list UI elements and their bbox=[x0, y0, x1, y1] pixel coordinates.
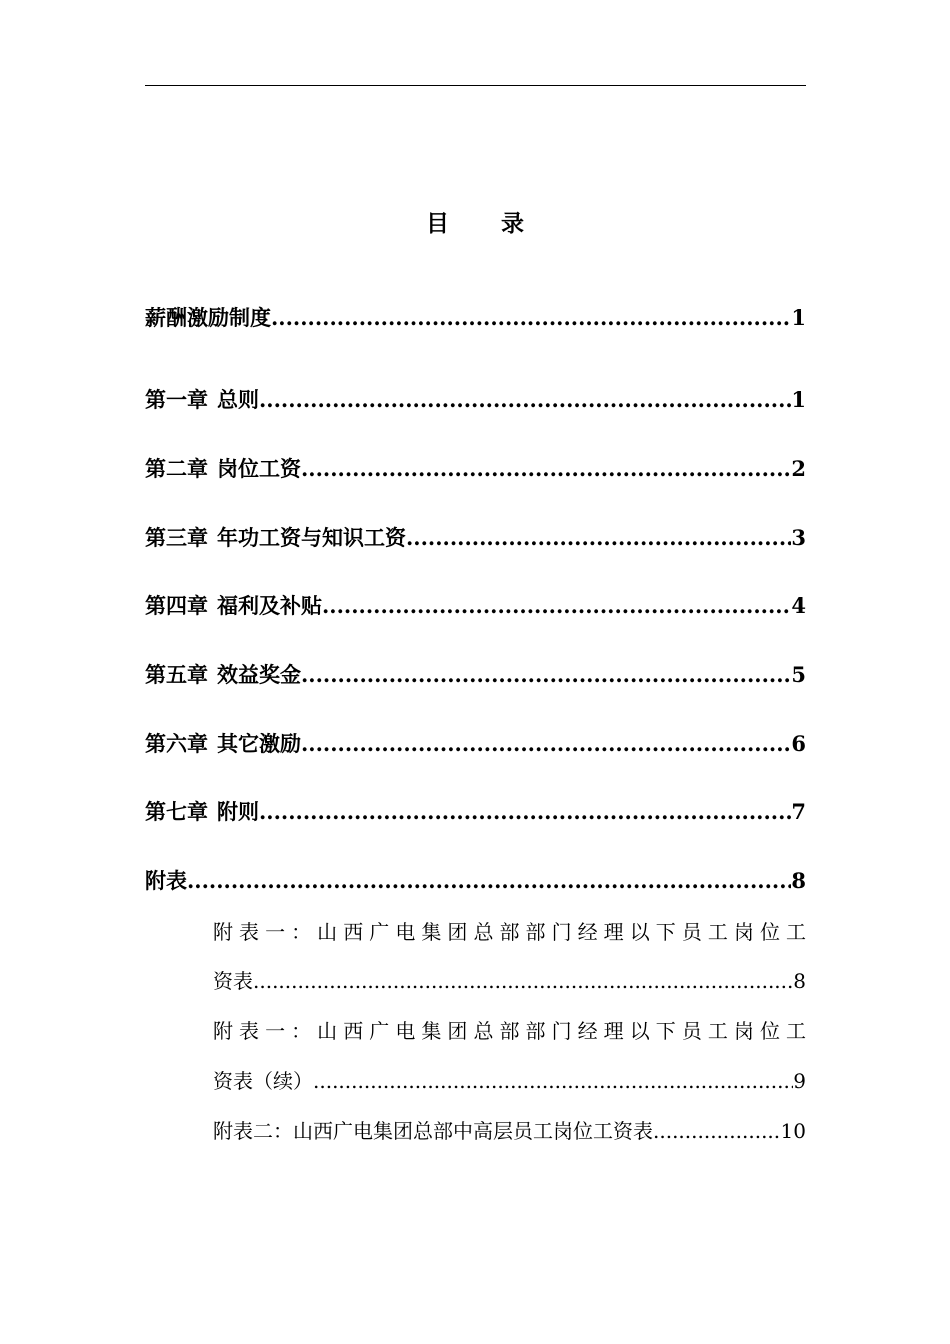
toc-entry-chapter: 第六章 bbox=[145, 731, 208, 756]
toc-entry-chapter: 第三章 bbox=[145, 525, 208, 550]
toc-leader bbox=[187, 866, 791, 896]
toc-leader bbox=[259, 797, 791, 827]
toc-entry-page: 1 bbox=[791, 387, 806, 412]
toc-entry-label: 岗位工资 bbox=[217, 456, 301, 481]
toc-subentry-label: 资表（续） bbox=[213, 1069, 313, 1093]
toc-entry[interactable] bbox=[145, 303, 806, 333]
toc-entry-page: 3 bbox=[791, 525, 806, 550]
toc-leader bbox=[259, 385, 791, 415]
toc-entry-chapter: 第七章 bbox=[145, 799, 208, 824]
toc-subentry-line[interactable]: 附表一：山西广电集团总部部门经理以下员工岗位工 bbox=[213, 920, 806, 944]
toc-entry-page: 7 bbox=[791, 799, 806, 824]
toc-entry-label: 效益奖金 bbox=[217, 662, 301, 687]
toc-entry-label: 其它激励 bbox=[217, 731, 301, 756]
toc-entry[interactable] bbox=[145, 385, 806, 415]
toc-leader bbox=[301, 454, 791, 484]
toc-subentry[interactable] bbox=[213, 1066, 806, 1096]
toc-entry-chapter: 第一章 bbox=[145, 387, 208, 412]
toc-entry-label: 附则 bbox=[217, 799, 259, 824]
toc-entry-chapter: 第五章 bbox=[145, 662, 208, 687]
toc-entry-page: 5 bbox=[791, 662, 806, 687]
toc-leader bbox=[301, 729, 791, 759]
toc-entry-chapter: 第二章 bbox=[145, 456, 208, 481]
toc-subentry[interactable] bbox=[213, 966, 806, 996]
toc-subentry-page: 10 bbox=[780, 1119, 806, 1143]
toc-subentry-label: 附表二：山西广电集团总部中高层员工岗位工资表 bbox=[213, 1119, 653, 1143]
toc-entry-page: 4 bbox=[791, 593, 806, 618]
header-rule bbox=[145, 85, 806, 86]
toc-entry-page: 2 bbox=[791, 456, 806, 481]
toc-title: 目 录 bbox=[425, 210, 546, 237]
toc-subentry-page: 9 bbox=[793, 1069, 806, 1093]
toc-entry-label: 薪酬激励制度 bbox=[145, 305, 271, 330]
toc-leader bbox=[406, 523, 791, 553]
toc-entry-label: 总则 bbox=[217, 387, 259, 412]
toc-entry[interactable] bbox=[145, 729, 806, 759]
toc-subentry[interactable] bbox=[213, 1116, 806, 1146]
toc-entry[interactable] bbox=[145, 591, 806, 621]
toc-entry-page: 1 bbox=[791, 305, 806, 330]
toc-leader bbox=[313, 1066, 793, 1096]
toc-entry[interactable] bbox=[145, 523, 806, 553]
toc-leader bbox=[653, 1116, 781, 1146]
toc-entry-label: 年功工资与知识工资 bbox=[217, 525, 406, 550]
toc-entry-page: 8 bbox=[791, 868, 806, 893]
toc-entry[interactable] bbox=[145, 660, 806, 690]
toc-entry[interactable] bbox=[145, 454, 806, 484]
toc-leader bbox=[322, 591, 791, 621]
toc-entry[interactable] bbox=[145, 866, 806, 896]
toc-entry-chapter: 第四章 bbox=[145, 593, 208, 618]
toc-leader bbox=[253, 966, 793, 996]
toc-entry-label: 附表 bbox=[145, 868, 187, 893]
toc-subentry-line[interactable]: 附表一：山西广电集团总部部门经理以下员工岗位工 bbox=[213, 1019, 806, 1043]
toc-entry[interactable] bbox=[145, 797, 806, 827]
toc-subentry-page: 8 bbox=[793, 969, 806, 993]
toc-entry-page: 6 bbox=[791, 731, 806, 756]
toc-leader bbox=[271, 303, 791, 333]
toc-leader bbox=[301, 660, 791, 690]
toc-subentry-label: 资表 bbox=[213, 969, 253, 993]
toc-entry-label: 福利及补贴 bbox=[217, 593, 322, 618]
